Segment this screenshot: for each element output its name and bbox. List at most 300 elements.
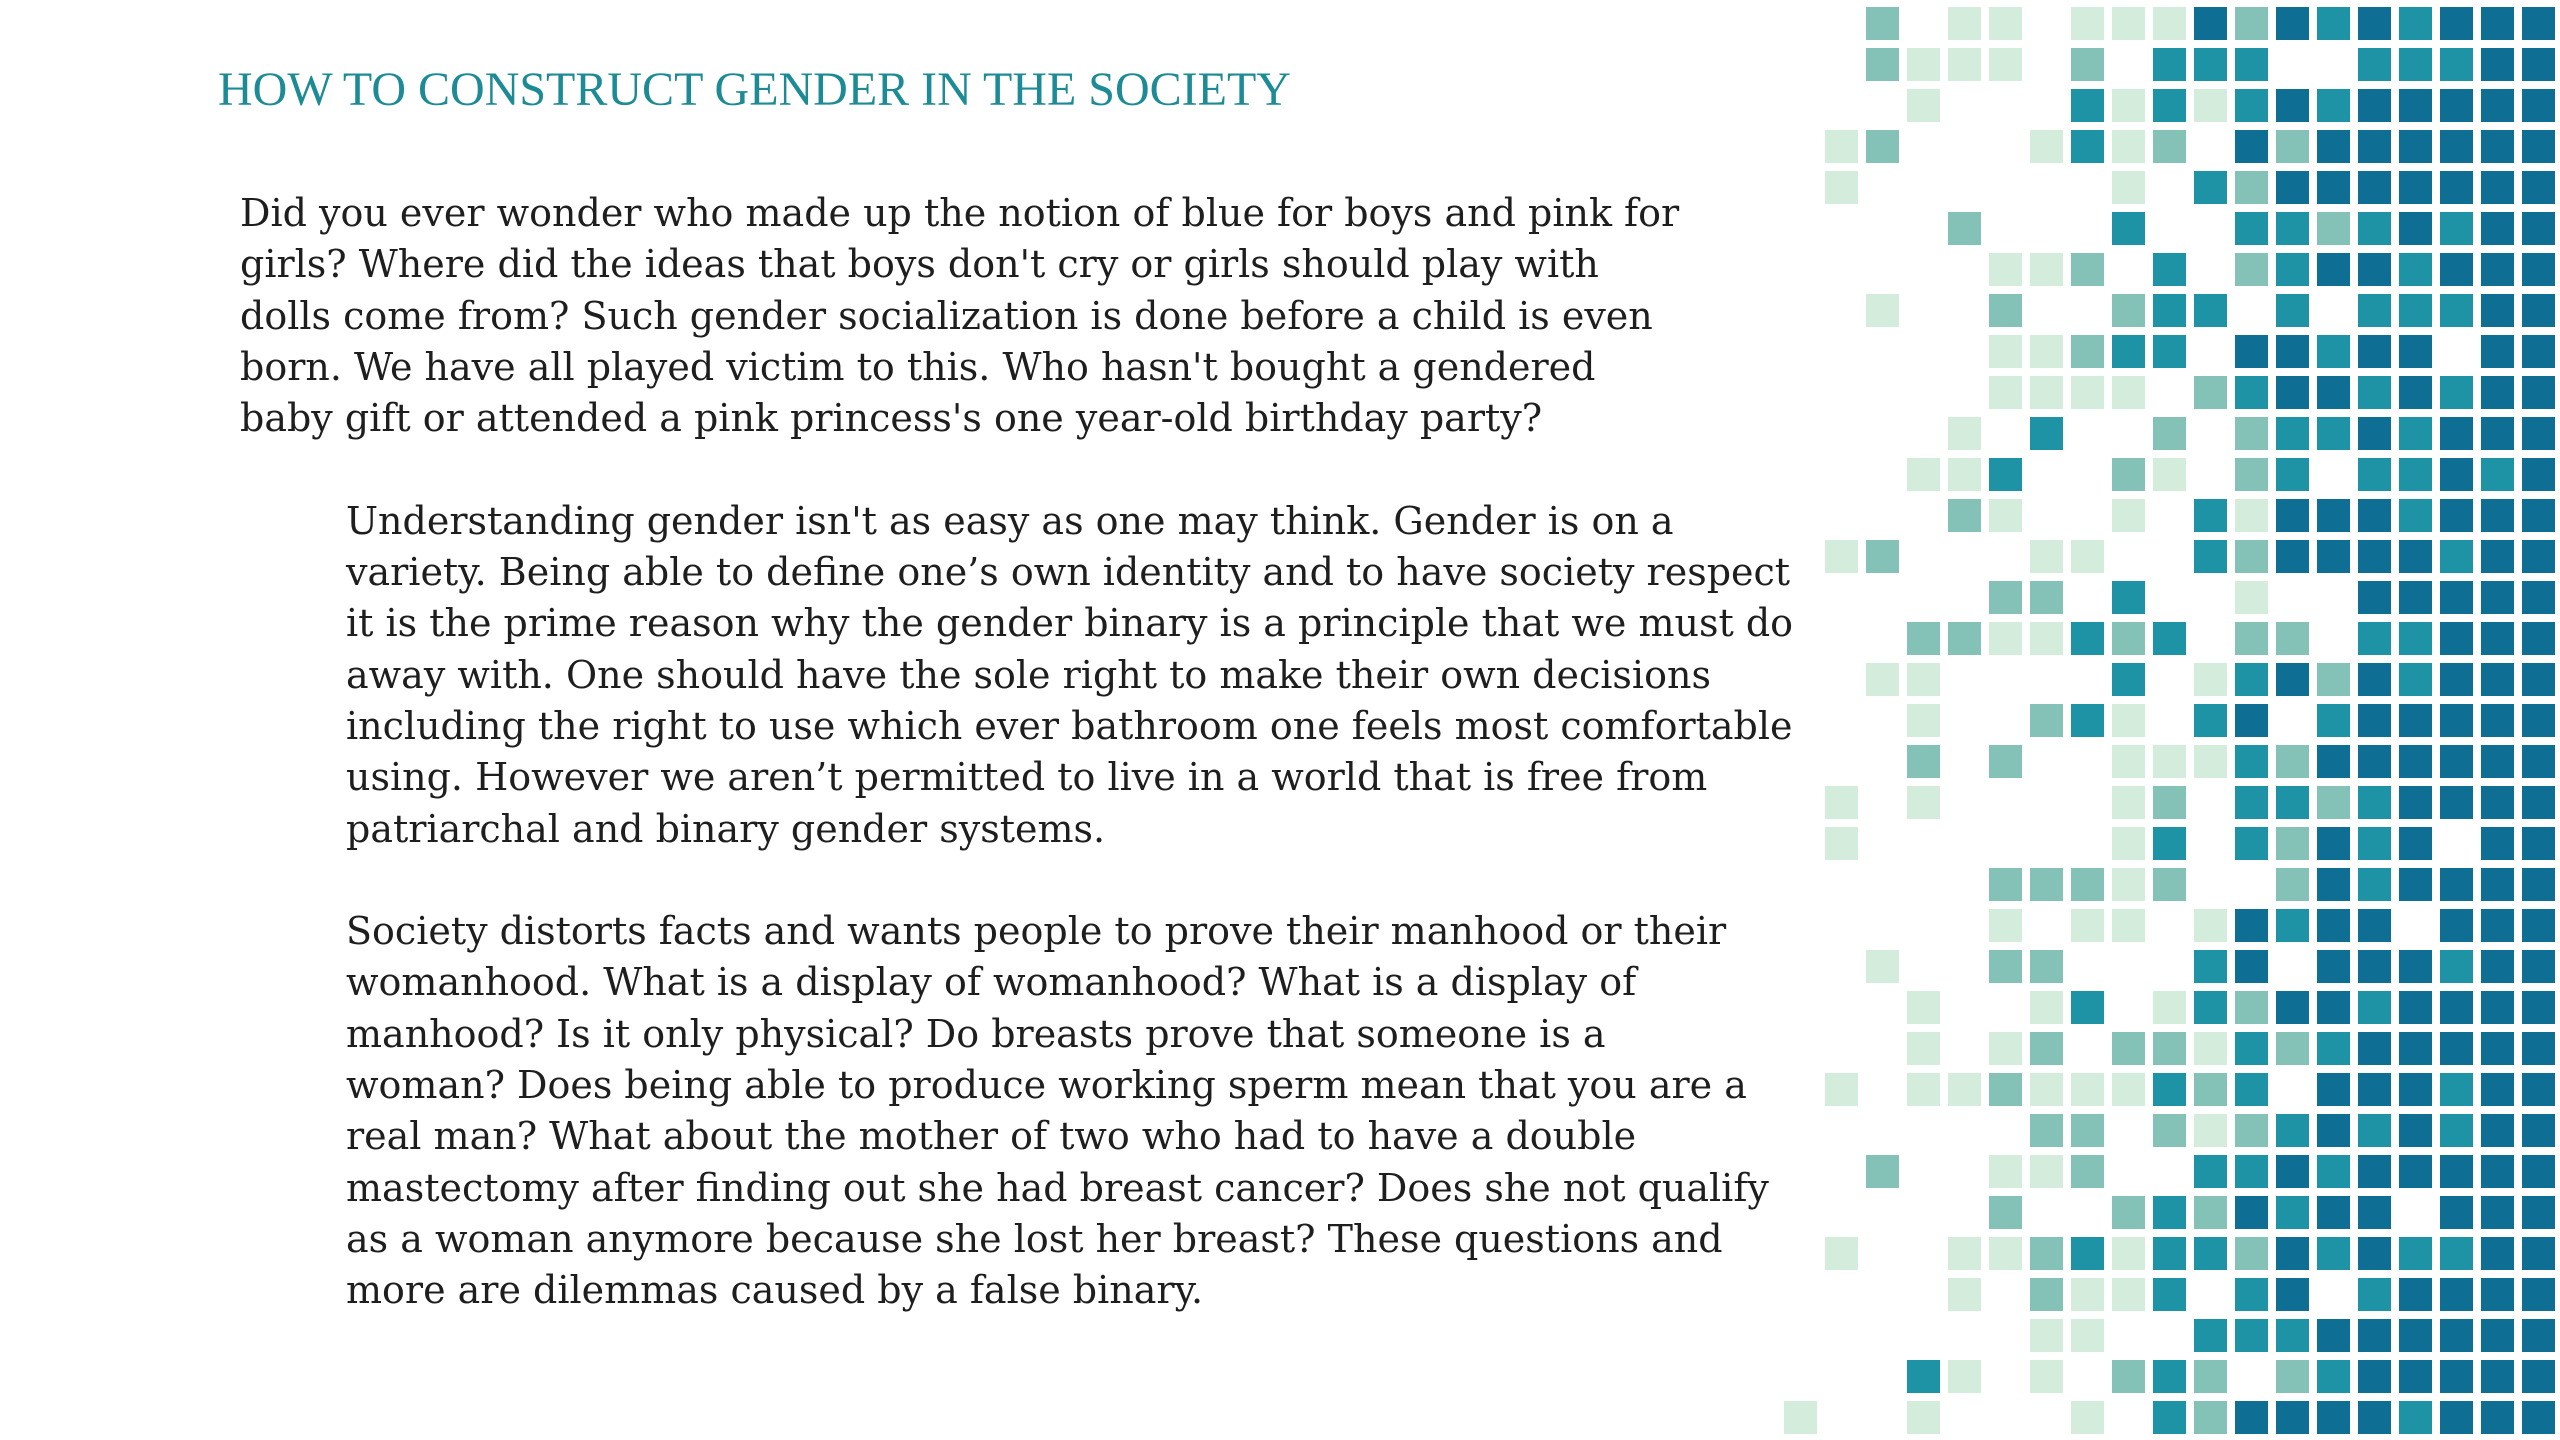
mosaic-tile [2440, 909, 2473, 942]
mosaic-tile [1989, 1073, 2022, 1106]
mosaic-tile [2071, 704, 2104, 737]
mosaic-tile [2276, 909, 2309, 942]
text-line: as a woman anymore because she lost her breast? These questions and [346, 1216, 1723, 1261]
mosaic-tile [2481, 171, 2514, 204]
mosaic-tile [1948, 7, 1981, 40]
mosaic-tile [2276, 1278, 2309, 1311]
mosaic-tile [1989, 1155, 2022, 1188]
mosaic-tile [2440, 622, 2473, 655]
mosaic-tile [2235, 171, 2268, 204]
mosaic-tile [2481, 294, 2514, 327]
mosaic-tile [2522, 1032, 2555, 1065]
text-line: baby gift or attended a pink princess's one year-old birthday party? [240, 396, 1543, 441]
mosaic-tile [2481, 540, 2514, 573]
mosaic-tile [1989, 1196, 2022, 1229]
mosaic-tile [2481, 212, 2514, 245]
mosaic-tile [2153, 130, 2186, 163]
mosaic-tile [2440, 991, 2473, 1024]
mosaic-tile [2522, 253, 2555, 286]
mosaic-tile [1989, 294, 2022, 327]
mosaic-tile [2399, 950, 2432, 983]
mosaic-tile [2317, 130, 2350, 163]
slide-title: HOW TO CONSTRUCT GENDER IN THE SOCIETY [218, 63, 1291, 116]
mosaic-tile [1825, 130, 1858, 163]
mosaic-tile [2235, 827, 2268, 860]
mosaic-tile [2030, 868, 2063, 901]
mosaic-tile [2440, 1114, 2473, 1147]
mosaic-tile [2071, 376, 2104, 409]
mosaic-tile [2481, 7, 2514, 40]
mosaic-tile [1989, 7, 2022, 40]
mosaic-tile [2235, 1278, 2268, 1311]
mosaic-tile [2481, 1196, 2514, 1229]
mosaic-tile [2317, 253, 2350, 286]
mosaic-tile [2399, 1114, 2432, 1147]
mosaic-tile [2358, 89, 2391, 122]
mosaic-tile [2112, 1360, 2145, 1393]
mosaic-tile [2481, 1155, 2514, 1188]
mosaic-tile [2112, 171, 2145, 204]
mosaic-tile [2112, 376, 2145, 409]
mosaic-tile [2317, 786, 2350, 819]
mosaic-tile [2358, 581, 2391, 614]
mosaic-tile [2358, 1073, 2391, 1106]
mosaic-tile [2358, 786, 2391, 819]
mosaic-tile [2235, 1237, 2268, 1270]
mosaic-tile [2358, 1360, 2391, 1393]
mosaic-tile [2522, 1401, 2555, 1434]
mosaic-tile [2358, 171, 2391, 204]
mosaic-tile [2440, 294, 2473, 327]
mosaic-tile [2440, 417, 2473, 450]
mosaic-tile [2030, 1360, 2063, 1393]
mosaic-tile [2358, 827, 2391, 860]
mosaic-tile [2522, 909, 2555, 942]
mosaic-tile [2153, 1401, 2186, 1434]
text-line: real man? What about the mother of two who had to have a double [346, 1114, 1637, 1159]
mosaic-tile [2235, 253, 2268, 286]
text-line: including the right to use which ever bathroom one feels most comfortable [346, 703, 1793, 748]
mosaic-tile [2399, 376, 2432, 409]
mosaic-tile [2317, 89, 2350, 122]
mosaic-tile [2235, 417, 2268, 450]
mosaic-tile [2112, 1278, 2145, 1311]
mosaic-tile [2399, 130, 2432, 163]
mosaic-tile [2153, 458, 2186, 491]
mosaic-tile [2481, 499, 2514, 532]
mosaic-tile [2522, 1114, 2555, 1147]
mosaic-tile [2358, 540, 2391, 573]
mosaic-tile [2522, 212, 2555, 245]
mosaic-tile [2440, 89, 2473, 122]
mosaic-tile [2071, 1155, 2104, 1188]
mosaic-tile [2481, 622, 2514, 655]
mosaic-tile [2399, 417, 2432, 450]
mosaic-tile [2235, 1401, 2268, 1434]
mosaic-tile [2194, 1401, 2227, 1434]
mosaic-tile [2522, 868, 2555, 901]
mosaic-tile [2317, 704, 2350, 737]
mosaic-tile [1989, 1237, 2022, 1270]
mosaic-tile [2276, 622, 2309, 655]
mosaic-tile [2235, 909, 2268, 942]
mosaic-tile [2235, 704, 2268, 737]
mosaic-tile [2235, 130, 2268, 163]
mosaic-tile [2071, 868, 2104, 901]
mosaic-tile [2030, 376, 2063, 409]
mosaic-tile [2276, 1360, 2309, 1393]
mosaic-tile [2317, 991, 2350, 1024]
mosaic-tile [2358, 212, 2391, 245]
mosaic-tile [2399, 786, 2432, 819]
mosaic-tile [2399, 745, 2432, 778]
mosaic-tile [2440, 130, 2473, 163]
mosaic-tile [2071, 540, 2104, 573]
mosaic-tile [1907, 48, 1940, 81]
mosaic-tile [2522, 1155, 2555, 1188]
mosaic-tile [2358, 7, 2391, 40]
mosaic-tile [2317, 1319, 2350, 1352]
mosaic-tile [1989, 376, 2022, 409]
mosaic-tile [2194, 1032, 2227, 1065]
mosaic-tile [2235, 7, 2268, 40]
mosaic-tile [2399, 335, 2432, 368]
mosaic-tile [2317, 1360, 2350, 1393]
text-line: more are dilemmas caused by a false binary. [346, 1268, 1204, 1313]
mosaic-tile [2399, 1401, 2432, 1434]
mosaic-tile [2481, 991, 2514, 1024]
mosaic-tile [2276, 868, 2309, 901]
mosaic-tile [2440, 1196, 2473, 1229]
mosaic-tile [2235, 950, 2268, 983]
mosaic-tile [1989, 1032, 2022, 1065]
text-line: Did you ever wonder who made up the notion of blue for boys and pink for [240, 191, 1680, 235]
mosaic-tile [2112, 7, 2145, 40]
mosaic-tile [2481, 827, 2514, 860]
mosaic-tile [2358, 1155, 2391, 1188]
mosaic-tile [1989, 868, 2022, 901]
mosaic-tile [2071, 1278, 2104, 1311]
mosaic-tile [2399, 868, 2432, 901]
mosaic-tile [2440, 1401, 2473, 1434]
mosaic-tile [2071, 991, 2104, 1024]
mosaic-tile [2112, 130, 2145, 163]
mosaic-tile [2481, 253, 2514, 286]
mosaic-tile [2358, 663, 2391, 696]
mosaic-tile [2030, 1155, 2063, 1188]
mosaic-tile [2481, 745, 2514, 778]
mosaic-tile [1989, 48, 2022, 81]
mosaic-tile [2194, 1196, 2227, 1229]
mosaic-tile [2317, 1196, 2350, 1229]
mosaic-tile [2071, 335, 2104, 368]
mosaic-tile [2358, 704, 2391, 737]
mosaic-tile [2194, 950, 2227, 983]
text-line: born. We have all played victim to this. Who hasn't bought a gendered [240, 344, 1596, 389]
mosaic-tile [2235, 1032, 2268, 1065]
mosaic-tile [2440, 1237, 2473, 1270]
mosaic-tile [2030, 991, 2063, 1024]
mosaic-tile [2276, 417, 2309, 450]
mosaic-tile [2440, 540, 2473, 573]
mosaic-tile [2358, 1401, 2391, 1434]
mosaic-tile [2153, 1073, 2186, 1106]
mosaic-tile [2153, 1114, 2186, 1147]
mosaic-tile [2399, 1278, 2432, 1311]
mosaic-tile [2522, 786, 2555, 819]
mosaic-tile [2399, 458, 2432, 491]
mosaic-tile [2358, 48, 2391, 81]
mosaic-tile [2112, 909, 2145, 942]
mosaic-tile [2235, 786, 2268, 819]
mosaic-tile [2522, 294, 2555, 327]
mosaic-tile [2276, 1319, 2309, 1352]
mosaic-tile [2522, 7, 2555, 40]
mosaic-tile [2317, 1155, 2350, 1188]
mosaic-tile [2358, 1032, 2391, 1065]
mosaic-tile [2071, 1401, 2104, 1434]
mosaic-tile [2276, 212, 2309, 245]
mosaic-tile [2235, 458, 2268, 491]
mosaic-tile [2153, 1360, 2186, 1393]
mosaic-tile [2235, 745, 2268, 778]
mosaic-tile [2030, 1278, 2063, 1311]
mosaic-tile [2153, 253, 2186, 286]
mosaic-tile [2194, 1360, 2227, 1393]
mosaic-tile [2317, 868, 2350, 901]
mosaic-tile [2194, 89, 2227, 122]
mosaic-tile [2235, 663, 2268, 696]
mosaic-tile [2071, 130, 2104, 163]
mosaic-tile [2358, 1196, 2391, 1229]
mosaic-tile [2235, 1073, 2268, 1106]
mosaic-tile [2440, 253, 2473, 286]
mosaic-tile [2276, 663, 2309, 696]
mosaic-tile [2071, 622, 2104, 655]
mosaic-tile [2153, 89, 2186, 122]
mosaic-tile [2194, 704, 2227, 737]
mosaic-tile [2481, 1278, 2514, 1311]
mosaic-tile [2358, 991, 2391, 1024]
mosaic-tile [2112, 89, 2145, 122]
mosaic-tile [2276, 1401, 2309, 1434]
text-line: it is the prime reason why the gender binary is a principle that we must do [346, 601, 1794, 646]
mosaic-tile [2153, 991, 2186, 1024]
mosaic-tile [2276, 786, 2309, 819]
mosaic-tile [2522, 1073, 2555, 1106]
mosaic-tile [2522, 745, 2555, 778]
mosaic-tile [2317, 663, 2350, 696]
mosaic-tile [2276, 376, 2309, 409]
mosaic-tile [1989, 499, 2022, 532]
mosaic-tile [1989, 581, 2022, 614]
mosaic-tile [2276, 499, 2309, 532]
mosaic-tile [2194, 909, 2227, 942]
mosaic-tile [2235, 212, 2268, 245]
text-line: Society distorts facts and wants people to prove their manhood or their [346, 909, 1727, 954]
mosaic-tile [1989, 335, 2022, 368]
mosaic-tile [2399, 1360, 2432, 1393]
mosaic-tile [2153, 786, 2186, 819]
mosaic-tile [1907, 1401, 1940, 1434]
mosaic-tile [2481, 376, 2514, 409]
mosaic-tile [2071, 253, 2104, 286]
mosaic-tile [2235, 1319, 2268, 1352]
mosaic-tile [2358, 909, 2391, 942]
mosaic-tile [2112, 335, 2145, 368]
mosaic-tile [2317, 827, 2350, 860]
mosaic-tile [1866, 130, 1899, 163]
mosaic-tile [2030, 253, 2063, 286]
text-line: Understanding gender isn't as easy as one may think. Gender is on a [346, 498, 1674, 543]
mosaic-tile [2153, 745, 2186, 778]
mosaic-tile [2071, 1114, 2104, 1147]
mosaic-tile [2071, 7, 2104, 40]
mosaic-tile [2112, 704, 2145, 737]
mosaic-tile [2153, 294, 2186, 327]
mosaic-tile [2235, 1196, 2268, 1229]
mosaic-tile [2522, 458, 2555, 491]
mosaic-tile [2276, 171, 2309, 204]
mosaic-tile [2440, 458, 2473, 491]
text-line: mastectomy after finding out she had breast cancer? Does she not qualify [346, 1165, 1769, 1210]
mosaic-tile [2276, 991, 2309, 1024]
mosaic-tile [2317, 540, 2350, 573]
mosaic-tile [2440, 704, 2473, 737]
mosaic-tile [2358, 294, 2391, 327]
mosaic-tile [2317, 1032, 2350, 1065]
mosaic-tile [2112, 458, 2145, 491]
mosaic-tile [2194, 991, 2227, 1024]
mosaic-tile [2358, 130, 2391, 163]
mosaic-tile [2399, 1319, 2432, 1352]
mosaic-tile [2153, 1278, 2186, 1311]
mosaic-tile [2399, 212, 2432, 245]
mosaic-tile [2112, 622, 2145, 655]
mosaic-tile [2112, 868, 2145, 901]
mosaic-tile [2522, 1360, 2555, 1393]
mosaic-tile [2030, 1073, 2063, 1106]
mosaic-tile [2481, 1237, 2514, 1270]
mosaic-tile [2153, 417, 2186, 450]
mosaic-tile [2522, 417, 2555, 450]
mosaic-tile [2276, 1114, 2309, 1147]
mosaic-tile [2276, 1155, 2309, 1188]
mosaic-tile [2399, 991, 2432, 1024]
mosaic-tile [2194, 663, 2227, 696]
mosaic-tile [2112, 581, 2145, 614]
mosaic-tile [2153, 1237, 2186, 1270]
mosaic-tile [2440, 7, 2473, 40]
mosaic-tile [2317, 950, 2350, 983]
mosaic-tile [2481, 909, 2514, 942]
mosaic-tile [2194, 1073, 2227, 1106]
mosaic-tile [2522, 950, 2555, 983]
mosaic-tile [2399, 827, 2432, 860]
mosaic-tile [2235, 335, 2268, 368]
mosaic-tile [2276, 827, 2309, 860]
mosaic-tile [2194, 540, 2227, 573]
mosaic-tile [2358, 458, 2391, 491]
mosaic-tile [1989, 622, 2022, 655]
mosaic-tile [2399, 499, 2432, 532]
mosaic-tile [2071, 89, 2104, 122]
mosaic-tile [2481, 89, 2514, 122]
text-line: womanhood. What is a display of womanhood? What is a display of [346, 960, 1637, 1005]
mosaic-tile [2194, 294, 2227, 327]
mosaic-tile [2481, 417, 2514, 450]
mosaic-tile [2481, 581, 2514, 614]
mosaic-tile [2153, 1032, 2186, 1065]
mosaic-tile [2522, 991, 2555, 1024]
mosaic-tile [2112, 663, 2145, 696]
mosaic-tile [2317, 376, 2350, 409]
mosaic-tile [2522, 663, 2555, 696]
mosaic-tile [2358, 1237, 2391, 1270]
mosaic-tile [2276, 540, 2309, 573]
mosaic-tile [1784, 1401, 1817, 1434]
text-line: girls? Where did the ideas that boys don't cry or girls should play with [240, 242, 1599, 287]
mosaic-tile [2194, 7, 2227, 40]
mosaic-tile [2153, 868, 2186, 901]
mosaic-tile [2276, 335, 2309, 368]
text-line: variety. Being able to define one’s own identity and to have society respect [346, 550, 1791, 595]
mosaic-tile [2522, 704, 2555, 737]
mosaic-tile [2235, 1114, 2268, 1147]
mosaic-tile [2399, 253, 2432, 286]
mosaic-tile [2030, 622, 2063, 655]
mosaic-tile [2030, 704, 2063, 737]
mosaic-tile [2481, 48, 2514, 81]
mosaic-tile [2399, 663, 2432, 696]
mosaic-tile [2112, 499, 2145, 532]
mosaic-tile [2440, 376, 2473, 409]
mosaic-tile [2522, 1237, 2555, 1270]
mosaic-tile [2522, 581, 2555, 614]
mosaic-tile [2194, 1319, 2227, 1352]
mosaic-tile [2235, 581, 2268, 614]
mosaic-tile [2481, 663, 2514, 696]
mosaic-tile [2153, 1196, 2186, 1229]
mosaic-tile [2399, 581, 2432, 614]
mosaic-tile [2276, 745, 2309, 778]
mosaic-tile [2399, 171, 2432, 204]
mosaic-tile [1907, 89, 1940, 122]
mosaic-tile [2358, 622, 2391, 655]
mosaic-tile [2440, 581, 2473, 614]
mosaic-tile [2481, 1401, 2514, 1434]
mosaic-tile [2112, 1073, 2145, 1106]
mosaic-tile [2317, 499, 2350, 532]
mosaic-tile [2440, 1155, 2473, 1188]
mosaic-tile [2481, 1360, 2514, 1393]
mosaic-tile [2481, 335, 2514, 368]
mosaic-tile [2440, 212, 2473, 245]
mosaic-tile [2112, 294, 2145, 327]
mosaic-tile [2399, 48, 2432, 81]
mosaic-tile [2522, 622, 2555, 655]
mosaic-tile [2030, 1032, 2063, 1065]
mosaic-tile [2235, 991, 2268, 1024]
mosaic-tile [2358, 745, 2391, 778]
mosaic-tile [2030, 540, 2063, 573]
paragraph-3 [240, 906, 1960, 1316]
mosaic-tile [2481, 868, 2514, 901]
mosaic-tile [2235, 48, 2268, 81]
mosaic-tile [2399, 622, 2432, 655]
mosaic-tile [2276, 1032, 2309, 1065]
mosaic-tile [2522, 540, 2555, 573]
